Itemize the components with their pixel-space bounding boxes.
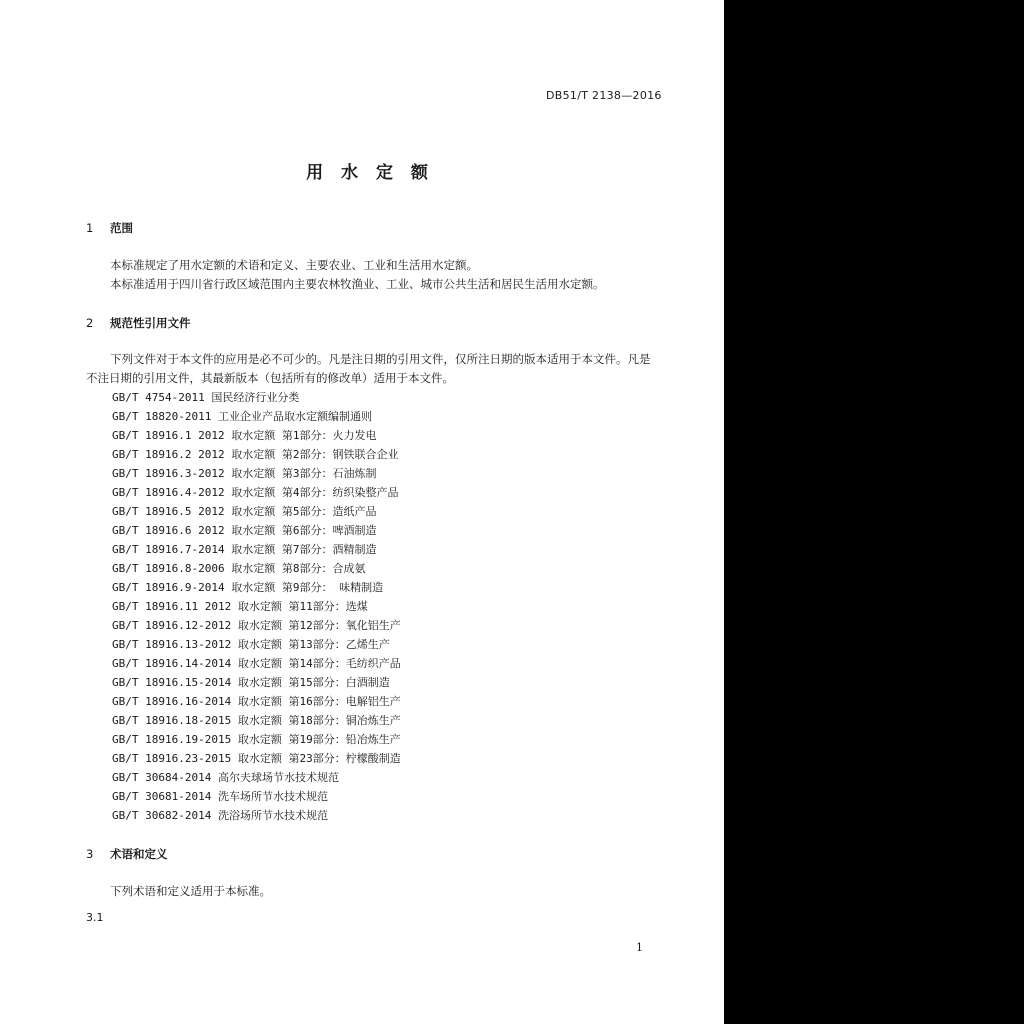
section-number: 3: [86, 847, 94, 861]
reference-item: GB/T 18916.3-2012 取水定额 第3部分：石油炼制: [112, 467, 377, 480]
section-title: 规范性引用文件: [110, 316, 191, 330]
reference-item: GB/T 18916.8-2006 取水定额 第8部分：合成氨: [112, 562, 366, 575]
terms-paragraph: 下列术语和定义适用于本标准。: [110, 884, 271, 898]
section-heading-normative-references: [86, 315, 191, 331]
reference-item: GB/T 18916.6 2012 取水定额 第6部分：啤酒制造: [112, 524, 377, 537]
reference-item: GB/T 18916.1 2012 取水定额 第1部分：火力发电: [112, 429, 377, 442]
scope-paragraph-1: 本标准规定了用水定额的术语和定义、主要农业、工业和生活用水定额。: [110, 258, 478, 272]
document-title: 用 水 定 额: [306, 163, 434, 183]
reference-item: GB/T 18916.7-2014 取水定额 第7部分：酒精制造: [112, 543, 377, 556]
reference-item: GB/T 18916.9-2014 取水定额 第9部分： 味精制造: [112, 581, 384, 594]
section-heading-terms: [86, 846, 168, 862]
reference-item: GB/T 18916.4-2012 取水定额 第4部分：纺织染整产品: [112, 486, 399, 499]
reference-item: GB/T 18916.18-2015 取水定额 第18部分：铜冶炼生产: [112, 714, 401, 727]
reference-item: GB/T 18916.2 2012 取水定额 第2部分：钢铁联合企业: [112, 448, 399, 461]
reference-item: GB/T 18916.5 2012 取水定额 第5部分：造纸产品: [112, 505, 377, 518]
reference-item: GB/T 18916.13-2012 取水定额 第13部分：乙烯生产: [112, 638, 390, 651]
reference-item: GB/T 4754-2011 国民经济行业分类: [112, 391, 300, 404]
document-code: DB51/T 2138—2016: [546, 89, 662, 102]
clause-number: 3.1: [86, 911, 104, 924]
section-number: 2: [86, 316, 94, 330]
section-title: 范围: [110, 221, 134, 235]
reference-item: GB/T 30682-2014 洗浴场所节水技术规范: [112, 809, 328, 822]
scope-paragraph-2: 本标准适用于四川省行政区域范围内主要农林牧渔业、工业、城市公共生活和居民生活用水定额。: [110, 277, 605, 291]
reference-item: GB/T 18916.19-2015 取水定额 第19部分：铅冶炼生产: [112, 733, 401, 746]
reference-item: GB/T 18916.14-2014 取水定额 第14部分：毛纺织产品: [112, 657, 401, 670]
reference-item: GB/T 30684-2014 高尔夫球场节水技术规范: [112, 771, 339, 784]
reference-item: GB/T 18916.11 2012 取水定额 第11部分：选煤: [112, 600, 368, 613]
section-heading-scope: [86, 220, 133, 236]
section-number: 1: [86, 221, 94, 235]
reference-item: GB/T 18820-2011 工业企业产品取水定额编制通则: [112, 410, 372, 423]
section-title: 术语和定义: [110, 847, 168, 861]
reference-item: GB/T 18916.15-2014 取水定额 第15部分：白酒制造: [112, 676, 390, 689]
black-background-panel: [724, 0, 1024, 1024]
reference-list: [112, 388, 401, 825]
references-intro-paragraph: 下列文件对于本文件的应用是必不可少的。凡是注日期的引用文件，仅所注日期的版本适用于本文件。凡是不注日期的引用文件，其最新版本（包括所有的修改单）适用于本文件。: [86, 352, 651, 385]
reference-item: GB/T 30681-2014 洗车场所节水技术规范: [112, 790, 328, 803]
reference-item: GB/T 18916.16-2014 取水定额 第16部分：电解铝生产: [112, 695, 401, 708]
reference-item: GB/T 18916.12-2012 取水定额 第12部分：氧化铝生产: [112, 619, 401, 632]
page-number: 1: [636, 941, 643, 954]
reference-item: GB/T 18916.23-2015 取水定额 第23部分：柠檬酸制造: [112, 752, 401, 765]
